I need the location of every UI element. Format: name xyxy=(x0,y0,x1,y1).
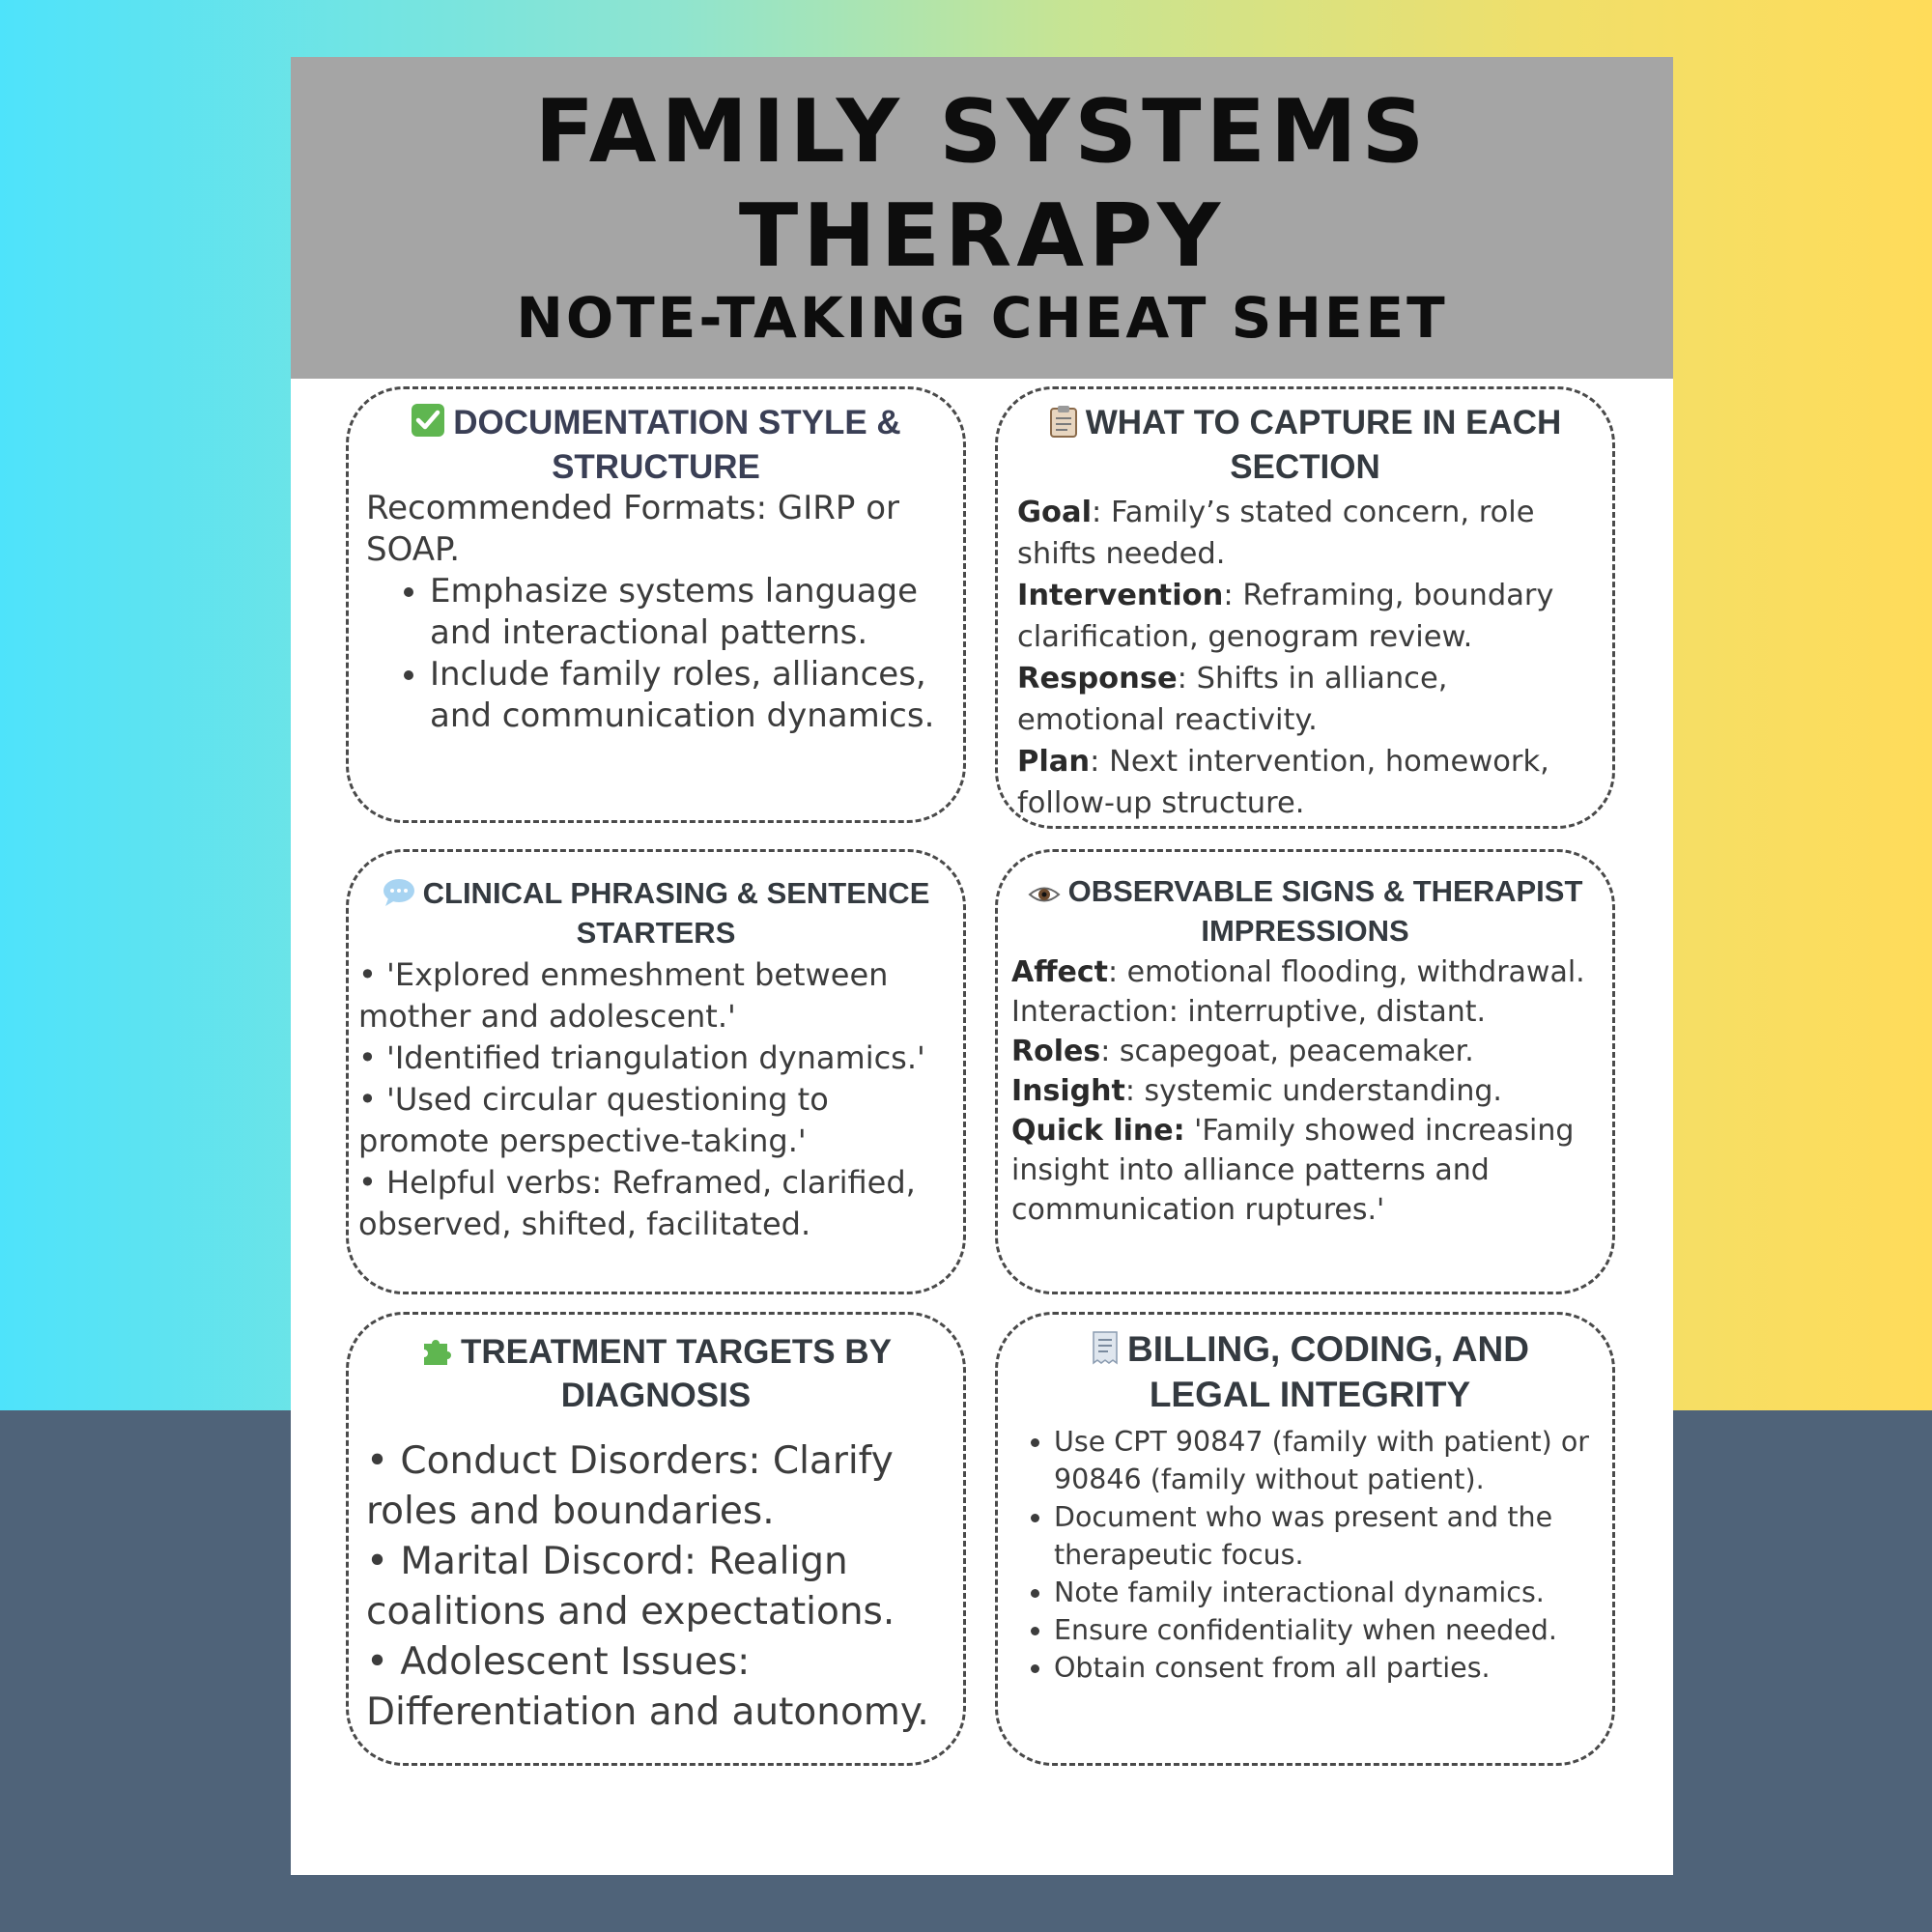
list-item: • Ensure confidentiality when needed. xyxy=(1054,1611,1603,1649)
clinical-phrasing-card xyxy=(346,849,966,1294)
list-item: • 'Used circular questioning to promote perspective-taking.' xyxy=(358,1081,829,1159)
list-item: Affect: emotional flooding, withdrawal. Interaction: interruptive, distant. xyxy=(1011,955,1585,1029)
card-title: WHAT TO CAPTURE IN EACH SECTION xyxy=(1027,403,1583,488)
capture-section-card xyxy=(995,386,1615,829)
bullet-list xyxy=(1002,1423,1603,1687)
card-title: BILLING, CODING, AND LEGAL INTEGRITY xyxy=(1027,1328,1593,1415)
list-item: • Adolescent Issues: Differentiation and autonomy. xyxy=(366,1640,929,1734)
bullet-list xyxy=(366,571,950,737)
list-item: • 'Identified triangulation dynamics.' xyxy=(358,1039,925,1076)
list-item: • Helpful verbs: Reframed, clarified, observed, shifted, facilitated. xyxy=(358,1164,916,1242)
list-item: Response: Shifts in alliance, emotional reactivity. xyxy=(1017,662,1448,737)
list-item: • Document who was present and the therapeutic focus. xyxy=(1054,1498,1603,1574)
card-title: CLINICAL PHRASING & SENTENCE STARTERS xyxy=(368,875,944,951)
card-title: DOCUMENTATION STYLE & STRUCTURE xyxy=(378,403,934,488)
list-item: • 'Explored enmeshment between mother and adolescent.' xyxy=(358,956,889,1035)
clipboard-icon xyxy=(1049,405,1078,447)
list-item: • Emphasize systems language and interactional patterns. xyxy=(430,571,950,654)
list-item: Insight: systemic understanding. xyxy=(1011,1074,1502,1108)
list-item: Roles: scapegoat, peacemaker. xyxy=(1011,1035,1474,1068)
list-item: Plan: Next intervention, homework, follow-up structure. xyxy=(1017,745,1549,820)
puzzle-piece-icon xyxy=(420,1334,453,1376)
observable-signs-card xyxy=(995,849,1615,1294)
page-title: FAMILY SYSTEMS THERAPY xyxy=(534,81,1430,287)
eye-icon xyxy=(1028,877,1061,913)
treatment-targets-card xyxy=(346,1312,966,1766)
intro-text: Recommended Formats: GIRP or SOAP. xyxy=(366,489,899,569)
list-item: • Conduct Disorders: Clarify roles and boundaries. xyxy=(366,1439,894,1533)
list-item: Quick line: 'Family showed increasing insight into alliance patterns and communication ruptures.' xyxy=(1011,1114,1575,1227)
page-subtitle: NOTE-TAKING CHEAT SHEET xyxy=(516,285,1448,351)
documentation-style-card xyxy=(346,386,966,823)
list-item: • Marital Discord: Realign coalitions and expectations. xyxy=(366,1540,895,1634)
cheat-sheet xyxy=(291,57,1673,1875)
list-item: • Note family interactional dynamics. xyxy=(1054,1574,1603,1611)
card-title: OBSERVABLE SIGNS & THERAPIST IMPRESSIONS xyxy=(1017,873,1593,949)
list-item: Intervention: Reframing, boundary clarification, genogram review. xyxy=(1017,579,1554,654)
list-item: • Use CPT 90847 (family with patient) or 90846 (family without patient). xyxy=(1054,1423,1603,1498)
card-title: TREATMENT TARGETS BY DIAGNOSIS xyxy=(372,1332,940,1415)
billing-coding-card xyxy=(995,1312,1615,1766)
list-item: • Obtain consent from all parties. xyxy=(1054,1649,1603,1687)
check-mark-icon xyxy=(411,403,445,447)
receipt-icon xyxy=(1091,1330,1120,1374)
list-item: Goal: Family’s stated concern, role shifts needed. xyxy=(1017,496,1535,571)
header-banner xyxy=(291,57,1673,379)
list-item: • Include family roles, alliances, and communication dynamics. xyxy=(430,654,950,737)
speech-bubble-icon xyxy=(383,878,415,915)
